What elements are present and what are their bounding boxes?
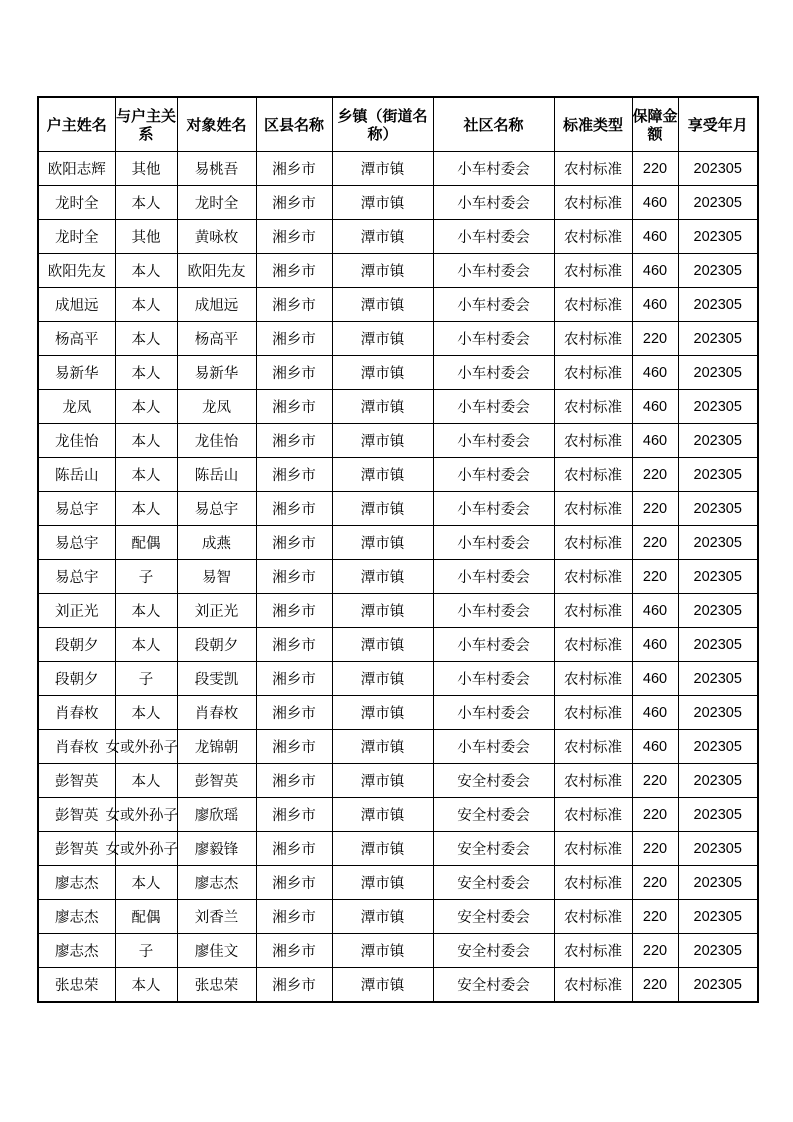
county-cell: 湘乡市 bbox=[256, 730, 332, 764]
standard-type-cell: 农村标准 bbox=[554, 322, 632, 356]
standard-type-cell: 农村标准 bbox=[554, 934, 632, 968]
table-row bbox=[38, 390, 758, 424]
household-head-cell: 龙时全 bbox=[38, 220, 115, 254]
household-head-cell: 易总宇 bbox=[38, 492, 115, 526]
amount-cell: 220 bbox=[632, 900, 678, 934]
relation-cell: 本人 bbox=[115, 390, 177, 424]
standard-type-cell: 农村标准 bbox=[554, 152, 632, 186]
township-cell: 潭市镇 bbox=[332, 798, 433, 832]
standard-type-cell: 农村标准 bbox=[554, 968, 632, 1003]
standard-type-cell: 农村标准 bbox=[554, 526, 632, 560]
amount-cell: 220 bbox=[632, 560, 678, 594]
period-cell: 202305 bbox=[678, 186, 758, 220]
household-head-cell: 龙佳怡 bbox=[38, 424, 115, 458]
table-row bbox=[38, 832, 758, 866]
household-head-cell: 龙时全 bbox=[38, 186, 115, 220]
table-row bbox=[38, 152, 758, 186]
recipient-name-cell: 刘正光 bbox=[177, 594, 256, 628]
township-cell: 潭市镇 bbox=[332, 152, 433, 186]
recipient-name-cell: 易桃吾 bbox=[177, 152, 256, 186]
standard-type-cell: 农村标准 bbox=[554, 390, 632, 424]
community-cell: 小车村委会 bbox=[433, 696, 554, 730]
table-row bbox=[38, 662, 758, 696]
amount-cell: 220 bbox=[632, 866, 678, 900]
household-head-cell: 刘正光 bbox=[38, 594, 115, 628]
recipient-name-cell: 廖志杰 bbox=[177, 866, 256, 900]
standard-type-cell: 农村标准 bbox=[554, 186, 632, 220]
relation-cell: 本人 bbox=[115, 458, 177, 492]
table-row bbox=[38, 594, 758, 628]
community-cell: 小车村委会 bbox=[433, 594, 554, 628]
community-cell: 安全村委会 bbox=[433, 934, 554, 968]
table-row bbox=[38, 254, 758, 288]
recipient-name-cell: 龙锦朝 bbox=[177, 730, 256, 764]
community-cell: 小车村委会 bbox=[433, 628, 554, 662]
county-cell: 湘乡市 bbox=[256, 968, 332, 1003]
amount-cell: 220 bbox=[632, 798, 678, 832]
table-row bbox=[38, 764, 758, 798]
amount-cell: 220 bbox=[632, 322, 678, 356]
household-head-cell: 肖春枚 bbox=[38, 730, 115, 764]
township-cell: 潭市镇 bbox=[332, 254, 433, 288]
recipient-name-cell: 陈岳山 bbox=[177, 458, 256, 492]
county-cell: 湘乡市 bbox=[256, 424, 332, 458]
household-head-cell: 廖志杰 bbox=[38, 900, 115, 934]
amount-cell: 460 bbox=[632, 390, 678, 424]
amount-cell: 460 bbox=[632, 730, 678, 764]
community-cell: 小车村委会 bbox=[433, 458, 554, 492]
table-row bbox=[38, 968, 758, 1003]
recipient-name-cell: 欧阳先友 bbox=[177, 254, 256, 288]
header-township: 乡镇（街道名称） bbox=[332, 97, 433, 152]
recipient-name-cell: 张忠荣 bbox=[177, 968, 256, 1003]
township-cell: 潭市镇 bbox=[332, 526, 433, 560]
township-cell: 潭市镇 bbox=[332, 900, 433, 934]
township-cell: 潭市镇 bbox=[332, 458, 433, 492]
table-row bbox=[38, 560, 758, 594]
relation-cell: 本人 bbox=[115, 288, 177, 322]
township-cell: 潭市镇 bbox=[332, 696, 433, 730]
table-row bbox=[38, 424, 758, 458]
table-header bbox=[38, 97, 758, 152]
relation-cell: 本人 bbox=[115, 186, 177, 220]
township-cell: 潭市镇 bbox=[332, 968, 433, 1003]
township-cell: 潭市镇 bbox=[332, 628, 433, 662]
relation-text: 女或外孙子 bbox=[105, 740, 178, 756]
period-cell: 202305 bbox=[678, 322, 758, 356]
household-head-cell: 易总宇 bbox=[38, 560, 115, 594]
table-row bbox=[38, 288, 758, 322]
table-row bbox=[38, 186, 758, 220]
amount-cell: 460 bbox=[632, 186, 678, 220]
amount-cell: 460 bbox=[632, 424, 678, 458]
recipient-name-cell: 成燕 bbox=[177, 526, 256, 560]
period-cell: 202305 bbox=[678, 764, 758, 798]
township-cell: 潭市镇 bbox=[332, 390, 433, 424]
document-page bbox=[37, 96, 757, 1003]
period-cell: 202305 bbox=[678, 356, 758, 390]
township-cell: 潭市镇 bbox=[332, 560, 433, 594]
period-cell: 202305 bbox=[678, 526, 758, 560]
period-cell: 202305 bbox=[678, 866, 758, 900]
recipient-name-cell: 易新华 bbox=[177, 356, 256, 390]
period-cell: 202305 bbox=[678, 492, 758, 526]
standard-type-cell: 农村标准 bbox=[554, 832, 632, 866]
amount-cell: 460 bbox=[632, 356, 678, 390]
standard-type-cell: 农村标准 bbox=[554, 866, 632, 900]
period-cell: 202305 bbox=[678, 832, 758, 866]
county-cell: 湘乡市 bbox=[256, 186, 332, 220]
community-cell: 小车村委会 bbox=[433, 254, 554, 288]
recipient-name-cell: 段朝夕 bbox=[177, 628, 256, 662]
household-head-cell: 段朝夕 bbox=[38, 628, 115, 662]
community-cell: 安全村委会 bbox=[433, 900, 554, 934]
county-cell: 湘乡市 bbox=[256, 934, 332, 968]
period-cell: 202305 bbox=[678, 254, 758, 288]
standard-type-cell: 农村标准 bbox=[554, 560, 632, 594]
header-recipient-name: 对象姓名 bbox=[177, 97, 256, 152]
standard-type-cell: 农村标准 bbox=[554, 458, 632, 492]
household-head-cell: 易总宇 bbox=[38, 526, 115, 560]
standard-type-cell: 农村标准 bbox=[554, 900, 632, 934]
household-head-cell: 欧阳志辉 bbox=[38, 152, 115, 186]
recipient-name-cell: 段雯凯 bbox=[177, 662, 256, 696]
relation-cell: 本人 bbox=[115, 594, 177, 628]
standard-type-cell: 农村标准 bbox=[554, 288, 632, 322]
standard-type-cell: 农村标准 bbox=[554, 730, 632, 764]
period-cell: 202305 bbox=[678, 594, 758, 628]
recipient-name-cell: 彭智英 bbox=[177, 764, 256, 798]
relation-text: 女或外孙子 bbox=[105, 842, 178, 858]
county-cell: 湘乡市 bbox=[256, 322, 332, 356]
table-row bbox=[38, 900, 758, 934]
table-row bbox=[38, 798, 758, 832]
community-cell: 小车村委会 bbox=[433, 526, 554, 560]
standard-type-cell: 农村标准 bbox=[554, 492, 632, 526]
community-cell: 小车村委会 bbox=[433, 662, 554, 696]
township-cell: 潭市镇 bbox=[332, 424, 433, 458]
household-head-cell: 欧阳先友 bbox=[38, 254, 115, 288]
table-row bbox=[38, 730, 758, 764]
county-cell: 湘乡市 bbox=[256, 798, 332, 832]
relation-cell: 子 bbox=[115, 560, 177, 594]
header-county: 区县名称 bbox=[256, 97, 332, 152]
community-cell: 安全村委会 bbox=[433, 798, 554, 832]
table-row bbox=[38, 322, 758, 356]
recipient-name-cell: 廖欣瑶 bbox=[177, 798, 256, 832]
amount-cell: 460 bbox=[632, 254, 678, 288]
township-cell: 潭市镇 bbox=[332, 934, 433, 968]
period-cell: 202305 bbox=[678, 900, 758, 934]
amount-cell: 220 bbox=[632, 764, 678, 798]
county-cell: 湘乡市 bbox=[256, 594, 332, 628]
township-cell: 潭市镇 bbox=[332, 730, 433, 764]
amount-cell: 460 bbox=[632, 696, 678, 730]
recipient-name-cell: 黄咏枚 bbox=[177, 220, 256, 254]
household-head-cell: 彭智英 bbox=[38, 764, 115, 798]
amount-cell: 220 bbox=[632, 934, 678, 968]
relation-cell: 本人 bbox=[115, 356, 177, 390]
amount-cell: 460 bbox=[632, 628, 678, 662]
household-head-cell: 陈岳山 bbox=[38, 458, 115, 492]
period-cell: 202305 bbox=[678, 662, 758, 696]
county-cell: 湘乡市 bbox=[256, 662, 332, 696]
community-cell: 安全村委会 bbox=[433, 968, 554, 1003]
amount-cell: 220 bbox=[632, 968, 678, 1003]
relation-cell: 配偶 bbox=[115, 900, 177, 934]
county-cell: 湘乡市 bbox=[256, 696, 332, 730]
table-row bbox=[38, 934, 758, 968]
township-cell: 潭市镇 bbox=[332, 866, 433, 900]
relation-cell: 本人 bbox=[115, 322, 177, 356]
standard-type-cell: 农村标准 bbox=[554, 594, 632, 628]
standard-type-cell: 农村标准 bbox=[554, 356, 632, 390]
relation-text: 女或外孙子 bbox=[105, 808, 178, 824]
amount-cell: 460 bbox=[632, 662, 678, 696]
recipient-name-cell: 易智 bbox=[177, 560, 256, 594]
amount-cell: 220 bbox=[632, 458, 678, 492]
township-cell: 潭市镇 bbox=[332, 832, 433, 866]
period-cell: 202305 bbox=[678, 628, 758, 662]
recipient-name-cell: 龙凤 bbox=[177, 390, 256, 424]
township-cell: 潭市镇 bbox=[332, 764, 433, 798]
period-cell: 202305 bbox=[678, 458, 758, 492]
recipient-name-cell: 成旭远 bbox=[177, 288, 256, 322]
township-cell: 潭市镇 bbox=[332, 594, 433, 628]
standard-type-cell: 农村标准 bbox=[554, 764, 632, 798]
header-relation: 与户主关系 bbox=[115, 97, 177, 152]
relation-cell: 本人 bbox=[115, 628, 177, 662]
relation-cell: 本人 bbox=[115, 696, 177, 730]
period-cell: 202305 bbox=[678, 730, 758, 764]
community-cell: 安全村委会 bbox=[433, 866, 554, 900]
relation-cell: 子 bbox=[115, 934, 177, 968]
relation-cell: 本人 bbox=[115, 492, 177, 526]
relation-cell: 本人 bbox=[115, 866, 177, 900]
community-cell: 小车村委会 bbox=[433, 152, 554, 186]
standard-type-cell: 农村标准 bbox=[554, 662, 632, 696]
community-cell: 小车村委会 bbox=[433, 322, 554, 356]
table-row bbox=[38, 492, 758, 526]
period-cell: 202305 bbox=[678, 798, 758, 832]
standard-type-cell: 农村标准 bbox=[554, 220, 632, 254]
township-cell: 潭市镇 bbox=[332, 186, 433, 220]
county-cell: 湘乡市 bbox=[256, 492, 332, 526]
household-head-cell: 易新华 bbox=[38, 356, 115, 390]
header-standard-type: 标准类型 bbox=[554, 97, 632, 152]
township-cell: 潭市镇 bbox=[332, 492, 433, 526]
recipient-name-cell: 肖春枚 bbox=[177, 696, 256, 730]
header-amount: 保障金额 bbox=[632, 97, 678, 152]
recipient-name-cell: 廖佳文 bbox=[177, 934, 256, 968]
county-cell: 湘乡市 bbox=[256, 356, 332, 390]
header-period: 享受年月 bbox=[678, 97, 758, 152]
recipient-name-cell: 廖毅锋 bbox=[177, 832, 256, 866]
table-row bbox=[38, 628, 758, 662]
amount-cell: 220 bbox=[632, 526, 678, 560]
household-head-cell: 龙凤 bbox=[38, 390, 115, 424]
recipient-name-cell: 杨高平 bbox=[177, 322, 256, 356]
amount-cell: 460 bbox=[632, 594, 678, 628]
period-cell: 202305 bbox=[678, 696, 758, 730]
county-cell: 湘乡市 bbox=[256, 152, 332, 186]
relation-cell bbox=[105, 730, 178, 764]
township-cell: 潭市镇 bbox=[332, 220, 433, 254]
amount-cell: 220 bbox=[632, 832, 678, 866]
amount-cell: 460 bbox=[632, 220, 678, 254]
relation-cell: 本人 bbox=[115, 254, 177, 288]
household-head-cell: 彭智英 bbox=[38, 798, 115, 832]
county-cell: 湘乡市 bbox=[256, 288, 332, 322]
community-cell: 小车村委会 bbox=[433, 288, 554, 322]
community-cell: 小车村委会 bbox=[433, 560, 554, 594]
amount-cell: 220 bbox=[632, 492, 678, 526]
period-cell: 202305 bbox=[678, 934, 758, 968]
recipient-name-cell: 龙佳怡 bbox=[177, 424, 256, 458]
county-cell: 湘乡市 bbox=[256, 254, 332, 288]
relation-cell bbox=[105, 798, 178, 832]
county-cell: 湘乡市 bbox=[256, 866, 332, 900]
relation-cell: 其他 bbox=[115, 152, 177, 186]
period-cell: 202305 bbox=[678, 288, 758, 322]
township-cell: 潭市镇 bbox=[332, 662, 433, 696]
community-cell: 安全村委会 bbox=[433, 832, 554, 866]
community-cell: 小车村委会 bbox=[433, 492, 554, 526]
county-cell: 湘乡市 bbox=[256, 900, 332, 934]
community-cell: 小车村委会 bbox=[433, 390, 554, 424]
standard-type-cell: 农村标准 bbox=[554, 696, 632, 730]
community-cell: 小车村委会 bbox=[433, 424, 554, 458]
amount-cell: 220 bbox=[632, 152, 678, 186]
relation-cell: 其他 bbox=[115, 220, 177, 254]
standard-type-cell: 农村标准 bbox=[554, 628, 632, 662]
period-cell: 202305 bbox=[678, 390, 758, 424]
household-head-cell: 廖志杰 bbox=[38, 866, 115, 900]
county-cell: 湘乡市 bbox=[256, 560, 332, 594]
recipient-name-cell: 刘香兰 bbox=[177, 900, 256, 934]
household-head-cell: 肖春枚 bbox=[38, 696, 115, 730]
amount-cell: 460 bbox=[632, 288, 678, 322]
period-cell: 202305 bbox=[678, 968, 758, 1003]
household-head-cell: 段朝夕 bbox=[38, 662, 115, 696]
household-head-cell: 彭智英 bbox=[38, 832, 115, 866]
table-row bbox=[38, 526, 758, 560]
relation-cell: 本人 bbox=[115, 968, 177, 1003]
county-cell: 湘乡市 bbox=[256, 220, 332, 254]
header-row bbox=[38, 97, 758, 152]
relation-cell: 本人 bbox=[115, 764, 177, 798]
relation-cell bbox=[105, 832, 178, 866]
period-cell: 202305 bbox=[678, 560, 758, 594]
standard-type-cell: 农村标准 bbox=[554, 254, 632, 288]
household-head-cell: 成旭远 bbox=[38, 288, 115, 322]
county-cell: 湘乡市 bbox=[256, 832, 332, 866]
relation-cell: 配偶 bbox=[115, 526, 177, 560]
table-row bbox=[38, 696, 758, 730]
recipient-name-cell: 易总宇 bbox=[177, 492, 256, 526]
standard-type-cell: 农村标准 bbox=[554, 798, 632, 832]
household-head-cell: 廖志杰 bbox=[38, 934, 115, 968]
period-cell: 202305 bbox=[678, 220, 758, 254]
county-cell: 湘乡市 bbox=[256, 390, 332, 424]
county-cell: 湘乡市 bbox=[256, 458, 332, 492]
table-row bbox=[38, 458, 758, 492]
table-body bbox=[38, 152, 758, 1003]
table-row bbox=[38, 356, 758, 390]
county-cell: 湘乡市 bbox=[256, 628, 332, 662]
period-cell: 202305 bbox=[678, 424, 758, 458]
header-household-head: 户主姓名 bbox=[38, 97, 115, 152]
relation-cell: 本人 bbox=[115, 424, 177, 458]
recipient-name-cell: 龙时全 bbox=[177, 186, 256, 220]
community-cell: 小车村委会 bbox=[433, 186, 554, 220]
header-community: 社区名称 bbox=[433, 97, 554, 152]
standard-type-cell: 农村标准 bbox=[554, 424, 632, 458]
household-head-cell: 张忠荣 bbox=[38, 968, 115, 1003]
assistance-table bbox=[37, 96, 759, 1003]
period-cell: 202305 bbox=[678, 152, 758, 186]
household-head-cell: 杨高平 bbox=[38, 322, 115, 356]
community-cell: 小车村委会 bbox=[433, 220, 554, 254]
relation-cell: 子 bbox=[115, 662, 177, 696]
county-cell: 湘乡市 bbox=[256, 764, 332, 798]
township-cell: 潭市镇 bbox=[332, 288, 433, 322]
community-cell: 小车村委会 bbox=[433, 356, 554, 390]
community-cell: 安全村委会 bbox=[433, 764, 554, 798]
table-row bbox=[38, 866, 758, 900]
township-cell: 潭市镇 bbox=[332, 322, 433, 356]
township-cell: 潭市镇 bbox=[332, 356, 433, 390]
community-cell: 小车村委会 bbox=[433, 730, 554, 764]
table-row bbox=[38, 220, 758, 254]
county-cell: 湘乡市 bbox=[256, 526, 332, 560]
